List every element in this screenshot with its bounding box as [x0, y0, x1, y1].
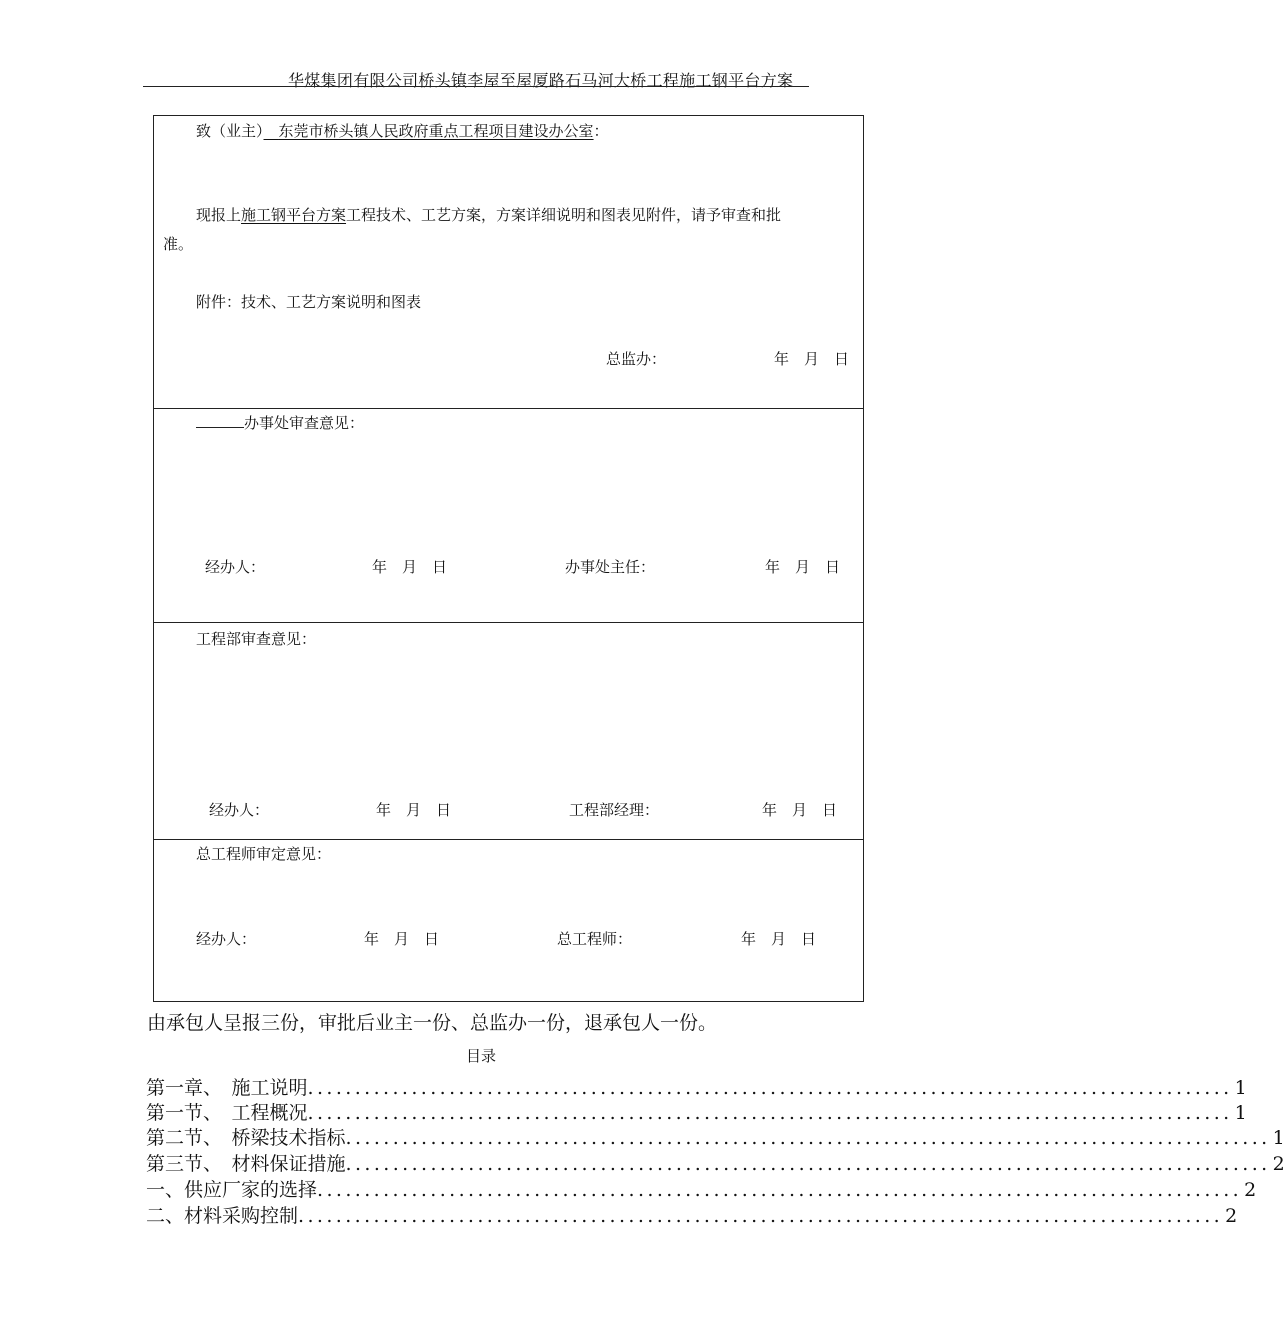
report-subject: 施工钢平台方案: [241, 206, 347, 224]
toc-entry-page: 1: [1234, 1102, 1247, 1124]
toc-entry-label: 第二节、 桥梁技术指标: [146, 1127, 346, 1149]
engineering-handler-date: 年 月 日: [376, 801, 452, 819]
office-director-label: 办事处主任：: [565, 558, 656, 576]
chief-handler-label: 经办人：: [196, 930, 257, 948]
approval-form: [153, 115, 864, 1002]
toc-entry[interactable]: [146, 1073, 1247, 1100]
chief-engineer-date: 年 月 日: [741, 930, 817, 948]
chief-handler-date: 年 月 日: [364, 930, 440, 948]
toc-leader-dots: ..................................................................................................: [307, 1077, 1233, 1099]
toc-entry-page: 2: [1244, 1179, 1257, 1201]
toc-entry-page: 2: [1272, 1153, 1285, 1175]
toc-entry[interactable]: [146, 1175, 1257, 1202]
toc-leader-dots: ..................................................................................................: [317, 1179, 1243, 1201]
engineering-manager-label: 工程部经理：: [569, 801, 660, 819]
toc-leader-dots: ..................................................................................................: [298, 1205, 1224, 1227]
chief-engineer-review-label: 总工程师审定意见：: [196, 845, 332, 863]
chief-office-date: 年 月 日: [774, 350, 850, 368]
recipient-line: [196, 120, 609, 141]
report-line-2: 准。: [163, 235, 194, 253]
engineering-review-label: 工程部审查意见：: [196, 630, 317, 648]
chief-engineer-label: 总工程师：: [557, 930, 633, 948]
toc-entry[interactable]: [146, 1201, 1238, 1228]
attachment-line: 附件：技术、工艺方案说明和图表: [196, 293, 422, 311]
submission-note: 由承包人呈报三份，审批后业主一份、总监办一份，退承包人一份。: [147, 1012, 718, 1034]
chief-office-label: 总监办：: [606, 350, 667, 368]
toc-entry-label: 一、供应厂家的选择: [146, 1179, 318, 1201]
office-review-label: 办事处审查意见：: [244, 414, 365, 432]
toc-entry[interactable]: [146, 1149, 1285, 1176]
recipient-suffix: ：: [593, 122, 609, 140]
office-director-date: 年 月 日: [765, 558, 841, 576]
report-line-1: 现报上施工钢平台方案工程技术、工艺方案，方案详细说明和图表见附件，请予审查和批: [196, 206, 782, 224]
office-handler-date: 年 月 日: [372, 558, 448, 576]
toc-entry-page: 2: [1225, 1205, 1238, 1227]
section-divider: [154, 839, 863, 840]
section-divider: [154, 408, 863, 409]
document-header-title: 华煤集团有限公司桥头镇李屋至屋厦路石马河大桥工程施工钢平台方案: [288, 71, 794, 90]
toc-leader-dots: ..................................................................................................: [345, 1127, 1271, 1149]
toc-entry-label: 第三节、 材料保证措施: [146, 1153, 346, 1175]
office-handler-label: 经办人：: [205, 558, 266, 576]
toc-entry-page: 1: [1272, 1127, 1285, 1149]
toc-title: 目录: [466, 1047, 497, 1065]
toc-entry-label: 第一节、 工程概况: [146, 1102, 308, 1124]
toc-entry-label: 第一章、 施工说明: [146, 1077, 308, 1099]
toc-entry[interactable]: [146, 1098, 1247, 1125]
recipient-label: 致（业主）: [196, 122, 264, 140]
toc-leader-dots: ..................................................................................................: [345, 1153, 1271, 1175]
office-review-line: [196, 412, 364, 433]
engineering-handler-label: 经办人：: [209, 801, 270, 819]
office-name-blank: [196, 413, 244, 428]
toc-entry-label: 二、材料采购控制: [146, 1205, 299, 1227]
engineering-manager-date: 年 月 日: [762, 801, 838, 819]
recipient-name: 东莞市桥头镇人民政府重点工程项目建设办公室: [278, 122, 594, 140]
section-divider: [154, 622, 863, 623]
header-rule: [143, 86, 809, 87]
toc-entry[interactable]: [146, 1123, 1285, 1150]
toc-leader-dots: ..................................................................................................: [307, 1102, 1233, 1124]
toc-entry-page: 1: [1234, 1077, 1247, 1099]
